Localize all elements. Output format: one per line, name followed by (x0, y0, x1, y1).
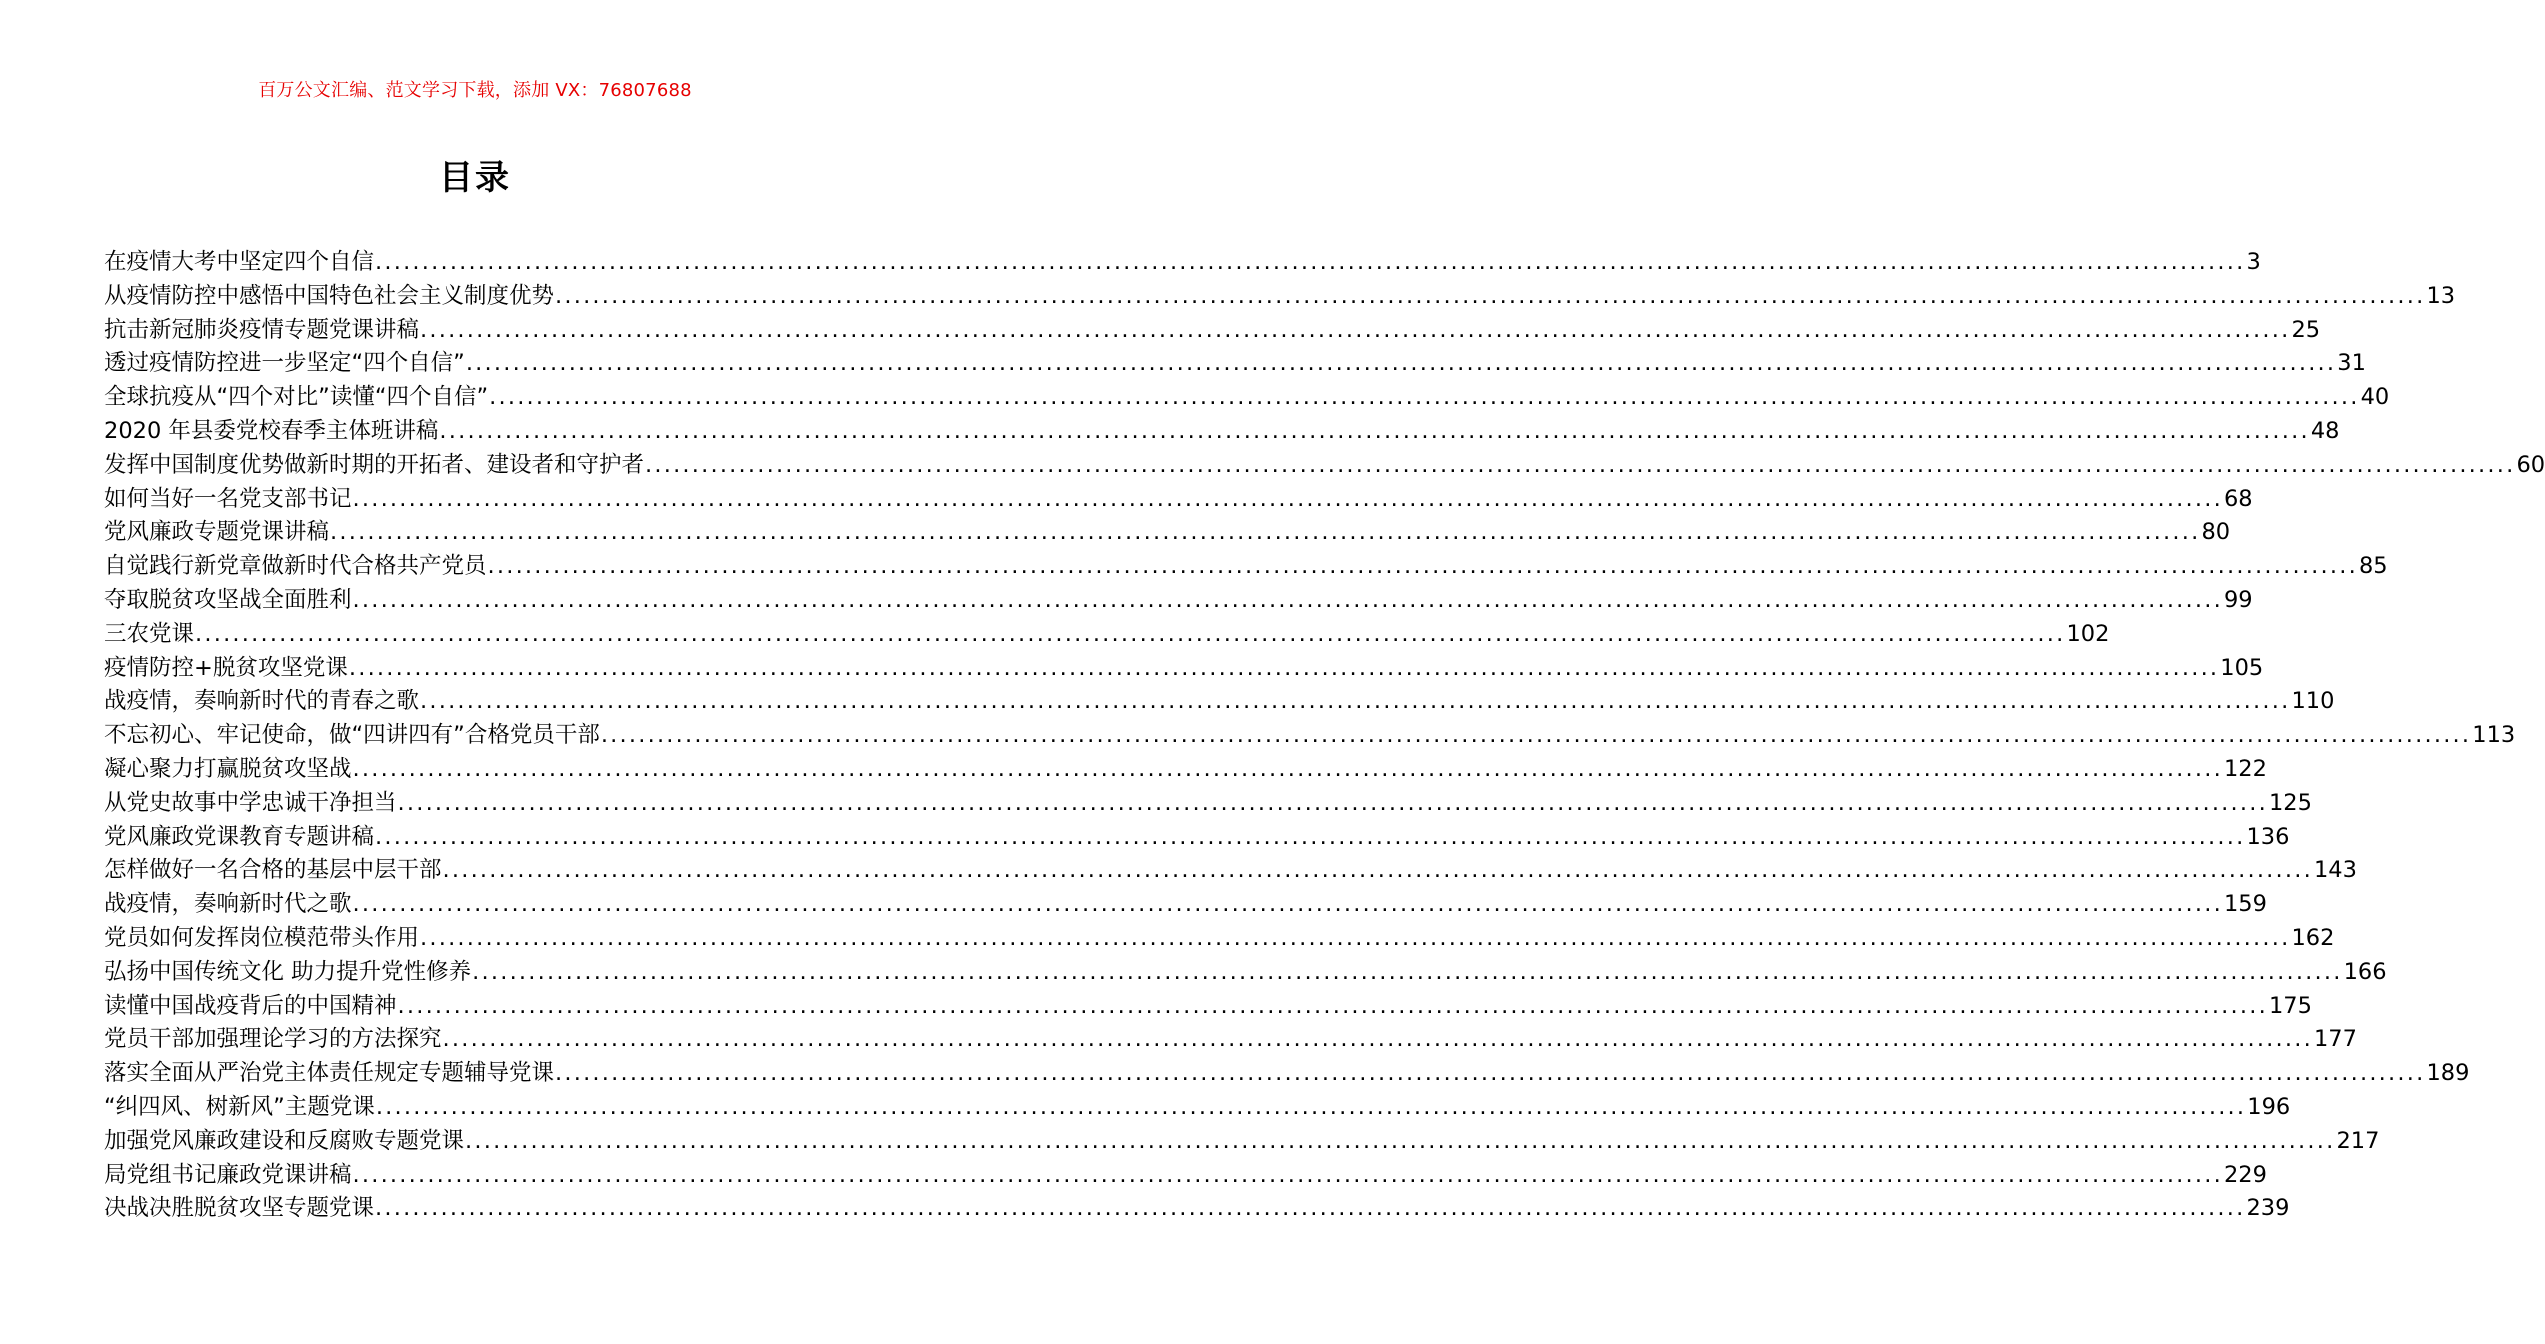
toc-entry[interactable] (104, 280, 2456, 314)
toc-entry-title: 不忘初心、牢记使命，做“四讲四有”合格党员干部 (104, 722, 600, 749)
toc-dot-leader: ........................................................................................................................................................................................................ (645, 451, 2516, 478)
toc-entry[interactable] (104, 787, 2312, 821)
toc-entry[interactable] (104, 1159, 2267, 1193)
toc-entry-title: 三农党课 (104, 620, 195, 647)
toc-entry-page-number: 31 (2337, 350, 2366, 377)
toc-entry-page-number: 196 (2247, 1093, 2291, 1120)
toc-entry-title: 决战决胜脱贫攻坚专题党课 (104, 1195, 375, 1222)
toc-entry[interactable] (104, 753, 2267, 787)
toc-entry-title: 2020 年县委党校春季主体班讲稿 (104, 417, 439, 444)
toc-entry[interactable] (104, 415, 2340, 449)
toc-entry-title: 战疫情，奏响新时代之歌 (104, 891, 352, 918)
toc-dot-leader: ........................................................................................................................................................................................................ (375, 249, 2246, 275)
page-title: 目录 (439, 158, 511, 198)
toc-entry-title: 加强党风廉政建设和反腐败专题党课 (104, 1127, 465, 1154)
toc-entry[interactable] (104, 990, 2312, 1024)
toc-entry-page-number: 110 (2291, 688, 2335, 715)
toc-entry[interactable] (104, 347, 2366, 381)
toc-dot-leader: ........................................................................................................................................................................................................ (555, 282, 2426, 309)
toc-entry[interactable] (104, 854, 2357, 888)
toc-entry-title: “纠四风、树新风”主题党课 (104, 1093, 375, 1120)
toc-entry[interactable] (104, 1125, 2380, 1159)
toc-entry-title: 战疫情，奏响新时代的青春之歌 (104, 688, 420, 715)
toc-dot-leader: ........................................................................................................................................................................................................ (352, 891, 2223, 918)
toc-entry[interactable] (104, 1023, 2357, 1057)
toc-dot-leader: ........................................................................................................................................................................................................ (465, 1127, 2336, 1154)
toc-entry-page-number: 239 (2246, 1195, 2290, 1222)
toc-entry-page-number: 3 (2246, 249, 2261, 275)
toc-entry-page-number: 122 (2223, 755, 2267, 782)
toc-entry[interactable] (104, 652, 2264, 686)
toc-dot-leader: ........................................................................................................................................................................................................ (442, 1026, 2313, 1053)
toc-entry-page-number: 68 (2223, 485, 2253, 512)
toc-entry-title: 怎样做好一名合格的基层中层干部 (104, 857, 442, 884)
toc-dot-leader: ........................................................................................................................................................................................................ (472, 958, 2343, 985)
toc-entry[interactable] (104, 1192, 2290, 1226)
toc-dot-leader: ........................................................................................................................................................................................................ (420, 688, 2291, 715)
toc-dot-leader: ........................................................................................................................................................................................................ (352, 586, 2223, 613)
toc-entry-title: 党风廉政专题党课讲稿 (104, 519, 330, 546)
toc-entry-page-number: 48 (2310, 417, 2340, 444)
toc-entry[interactable] (104, 956, 2387, 990)
toc-dot-leader: ........................................................................................................................................................................................................ (600, 722, 2472, 749)
table-of-contents (104, 246, 2545, 1226)
toc-entry[interactable] (104, 516, 2231, 550)
toc-entry-page-number: 80 (2201, 519, 2231, 546)
toc-dot-leader: ........................................................................................................................................................................................................ (348, 654, 2220, 681)
toc-entry-title: 党员干部加强理论学习的方法探究 (104, 1026, 442, 1053)
toc-dot-leader: ........................................................................................................................................................................................................ (555, 1060, 2426, 1087)
toc-entry-title: 疫情防控+脱贫攻坚党课 (104, 654, 348, 681)
toc-dot-leader: ........................................................................................................................................................................................................ (375, 1195, 2246, 1222)
toc-dot-leader: ........................................................................................................................................................................................................ (352, 755, 2223, 782)
toc-entry-title: 弘扬中国传统文化 助力提升党性修养 (104, 958, 472, 985)
toc-dot-leader: ........................................................................................................................................................................................................ (420, 316, 2291, 343)
toc-entry-title: 凝心聚力打赢脱贫攻坚战 (104, 755, 352, 782)
toc-dot-leader: ........................................................................................................................................................................................................ (442, 857, 2313, 884)
toc-entry-page-number: 136 (2246, 823, 2290, 850)
toc-entry-page-number: 25 (2291, 316, 2321, 343)
toc-dot-leader: ........................................................................................................................................................................................................ (352, 1161, 2223, 1188)
toc-entry-title: 落实全面从严治党主体责任规定专题辅导党课 (104, 1060, 555, 1087)
toc-entry-title: 局党组书记廉政党课讲稿 (104, 1161, 352, 1188)
toc-entry-page-number: 143 (2313, 857, 2357, 884)
toc-entry[interactable] (104, 246, 2261, 280)
toc-entry-title: 自觉践行新党章做新时代合格共产党员 (104, 553, 487, 580)
toc-entry-page-number: 175 (2268, 992, 2312, 1019)
toc-entry-title: 在疫情大考中坚定四个自信 (104, 249, 375, 275)
toc-entry-page-number: 85 (2358, 553, 2388, 580)
toc-entry-page-number: 159 (2223, 891, 2267, 918)
toc-entry-page-number: 166 (2343, 958, 2387, 985)
toc-entry[interactable] (104, 1057, 2470, 1091)
toc-entry-title: 透过疫情防控进一步坚定“四个自信” (104, 350, 465, 377)
toc-entry-title: 从疫情防控中感悟中国特色社会主义制度优势 (104, 282, 555, 309)
toc-entry-page-number: 177 (2313, 1026, 2357, 1053)
toc-entry-title: 发挥中国制度优势做新时期的开拓者、建设者和守护者 (104, 451, 645, 478)
toc-dot-leader: ........................................................................................................................................................................................................ (397, 789, 2268, 816)
toc-entry-page-number: 229 (2223, 1161, 2267, 1188)
toc-dot-leader: ........................................................................................................................................................................................................ (397, 992, 2268, 1019)
toc-entry-title: 从党史故事中学忠诚干净担当 (104, 789, 397, 816)
toc-dot-leader: ........................................................................................................................................................................................................ (465, 350, 2337, 377)
toc-entry[interactable] (104, 719, 2516, 753)
toc-entry[interactable] (104, 922, 2335, 956)
toc-entry[interactable] (104, 888, 2267, 922)
toc-entry[interactable] (104, 381, 2390, 415)
toc-entry-title: 抗击新冠肺炎疫情专题党课讲稿 (104, 316, 420, 343)
toc-entry[interactable] (104, 314, 2321, 348)
toc-entry-page-number: 125 (2268, 789, 2312, 816)
toc-entry-page-number: 113 (2472, 722, 2516, 749)
toc-entry[interactable] (104, 483, 2253, 517)
toc-entry-title: 全球抗疫从“四个对比”读懂“四个自信” (104, 384, 489, 411)
toc-entry[interactable] (104, 821, 2290, 855)
toc-entry[interactable] (104, 584, 2253, 618)
toc-entry-title: 夺取脱贫攻坚战全面胜利 (104, 586, 352, 613)
toc-entry-page-number: 105 (2220, 654, 2264, 681)
toc-dot-leader: ........................................................................................................................................................................................................ (195, 620, 2066, 647)
toc-entry-page-number: 102 (2066, 620, 2110, 647)
toc-entry[interactable] (104, 685, 2335, 719)
toc-dot-leader: ........................................................................................................................................................................................................ (375, 1093, 2247, 1120)
toc-entry[interactable] (104, 449, 2545, 483)
header-note: 百万公文汇编、范文学习下载，添加 VX：76807688 (258, 80, 692, 101)
toc-entry-title: 党风廉政党课教育专题讲稿 (104, 823, 375, 850)
toc-entry-page-number: 189 (2426, 1060, 2470, 1087)
toc-dot-leader: ........................................................................................................................................................................................................ (439, 417, 2310, 444)
toc-entry[interactable] (104, 1091, 2291, 1125)
toc-entry-title: 读懂中国战疫背后的中国精神 (104, 992, 397, 1019)
toc-entry-page-number: 60 (2516, 451, 2545, 478)
toc-entry-title: 党员如何发挥岗位模范带头作用 (104, 924, 420, 951)
toc-dot-leader: ........................................................................................................................................................................................................ (489, 384, 2360, 411)
toc-dot-leader: ........................................................................................................................................................................................................ (420, 924, 2291, 951)
toc-entry-page-number: 40 (2360, 384, 2390, 411)
toc-dot-leader: ........................................................................................................................................................................................................ (487, 553, 2358, 580)
toc-dot-leader: ........................................................................................................................................................................................................ (330, 519, 2201, 546)
toc-entry-page-number: 217 (2336, 1127, 2380, 1154)
toc-entry-title: 如何当好一名党支部书记 (104, 485, 352, 512)
toc-dot-leader: ........................................................................................................................................................................................................ (352, 485, 2223, 512)
toc-dot-leader: ........................................................................................................................................................................................................ (375, 823, 2246, 850)
toc-entry[interactable] (104, 550, 2388, 584)
toc-entry-page-number: 99 (2223, 586, 2253, 613)
toc-entry-page-number: 13 (2426, 282, 2456, 309)
toc-entry-page-number: 162 (2291, 924, 2335, 951)
toc-entry[interactable] (104, 618, 2110, 652)
